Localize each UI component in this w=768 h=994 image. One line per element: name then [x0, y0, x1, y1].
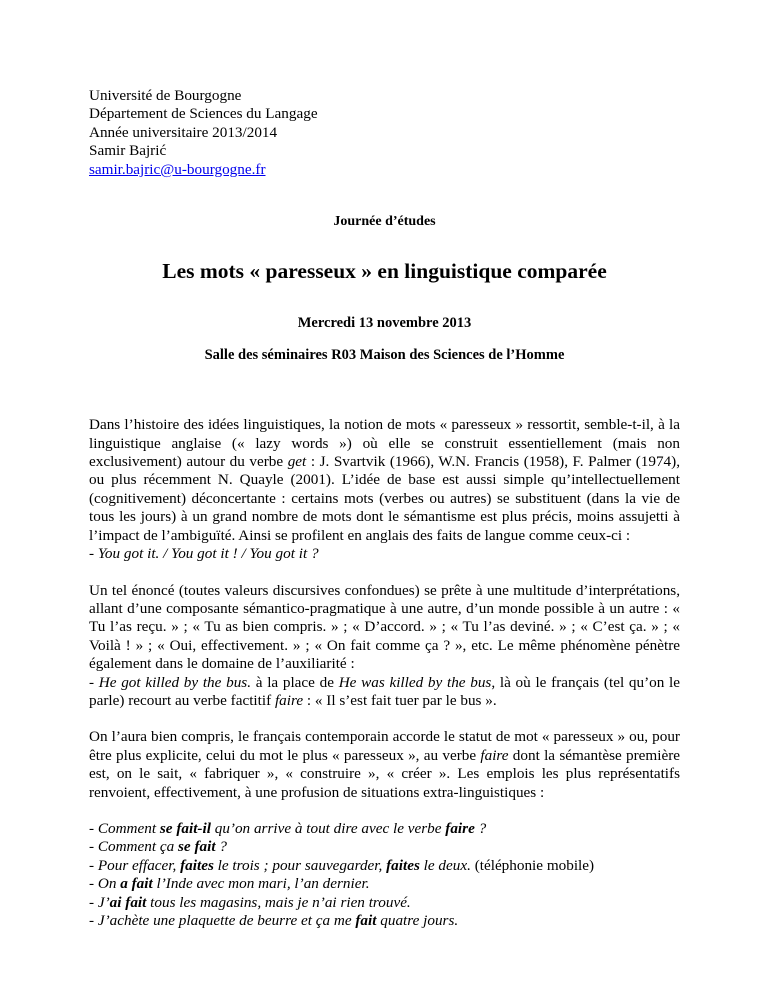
example-he-got-killed: He got killed by the bus. [98, 673, 252, 691]
paragraph-text: dont la sémantèse première est, on le sait, « fabriquer », « construire », « créer ». Les emplois les plus représentatifs renvoient, effectivement, à une profusion de situations extra-linguistiques : [89, 746, 680, 801]
example-item: - Pour effacer, faites le trois ; pour sauvegarder, faites le deux. (téléphonie mobile) [89, 856, 595, 874]
example-list [89, 820, 680, 930]
paragraph-text: Dans l’histoire des idées linguistiques, la notion de mots « paresseux » ressortit, semble-t-il, à la linguistique anglaise (« lazy words ») où elle se construit essentiellement (mais non exclusivement) autour du verbe [89, 416, 680, 471]
emphasis-faire: faire [274, 691, 304, 709]
event-location: Salle des séminaires R03 Maison des Sciences de l’Homme [204, 346, 565, 363]
author-name: Samir Bajrić [89, 142, 167, 160]
paragraph-text: , là où le français (tel qu’on le parle) recourt au verbe factitif [89, 673, 680, 709]
paragraph-text: : J. Svartvik (1966), W.N. Francis (1958), F. Palmer (1974), ou plus récemment N. Quayle (2001). L’idée de base est aussi simple qu’intellectuellement (cognitivement) déconcertante : certains mots (verbes ou autres) se substituent (dans la vie de tous les jours) à un grand nombre de mots dont le sémantisme est plus précis, moins assujetti à l’impact de l’ambiguïté. Ainsi se profilent en anglais des faits de langue comme ceux-ci : [89, 453, 680, 544]
paragraph-intro [89, 416, 680, 563]
paragraph-interpretations [89, 582, 680, 711]
header-block [89, 87, 680, 179]
example-dash: - [89, 545, 98, 563]
example-item: - J’achète une plaquette de beurre et ça me fait quatre jours. [89, 912, 459, 929]
emphasis-get: get [287, 453, 307, 471]
example-item: - J’ai fait tous les magasins, mais je n’ai rien trouvé. [89, 893, 411, 911]
paragraph-text: On l’aura bien compris, le français contemporain accorde le statut de mot « paresseux » ou, pour être plus explicite, celui du mot le plus « paresseux », au verbe [89, 728, 680, 764]
paragraph-text: à la place de [251, 673, 339, 691]
event-type: Journée d’études [333, 214, 436, 230]
example-you-got-it: You got it. / You got it ! / You got it ? [97, 545, 319, 563]
example-item: - Comment se fait-il qu’on arrive à tout dire avec le verbe faire ? [89, 819, 487, 837]
example-item: - Comment ça se fait ? [89, 838, 227, 856]
author-email-link[interactable]: samir.bajric@u-bourgogne.fr [89, 160, 266, 178]
emphasis-faire: faire [480, 746, 509, 764]
academic-year: Année universitaire 2013/2014 [89, 123, 278, 141]
university-name: Université de Bourgogne [89, 87, 242, 104]
event-date: Mercredi 13 novembre 2013 [297, 315, 472, 332]
document-page [89, 87, 680, 930]
example-item: - On a fait l’Inde avec mon mari, l’an dernier. [89, 875, 370, 893]
paragraph-text: Un tel énoncé (toutes valeurs discursives confondues) se prête à une multitude d’interprétations, allant d’une composante sémantico-pragmatique à une autre, d’un monde possible à un autre : « Tu l’as reçu. » ; « Tu as bien compris. » ; « D’accord. » ; « Tu l’as deviné. » ; « C’est ça. » ; « Voilà ! » ; « Oui, effectivement. » ; « On fait comme ça ? », etc. Le même phénomène pénètre également dans le domaine de l’auxiliarité : [89, 581, 680, 673]
event-title: Les mots « paresseux » en linguistique comparée [162, 259, 607, 284]
paragraph-text: : « Il s’est fait tuer par le bus ». [303, 691, 497, 709]
example-he-was-killed: He was killed by the bus [338, 673, 492, 691]
paragraph-faire [89, 728, 680, 802]
example-dash: - [89, 673, 99, 691]
department-name: Département de Sciences du Langage [89, 105, 318, 123]
